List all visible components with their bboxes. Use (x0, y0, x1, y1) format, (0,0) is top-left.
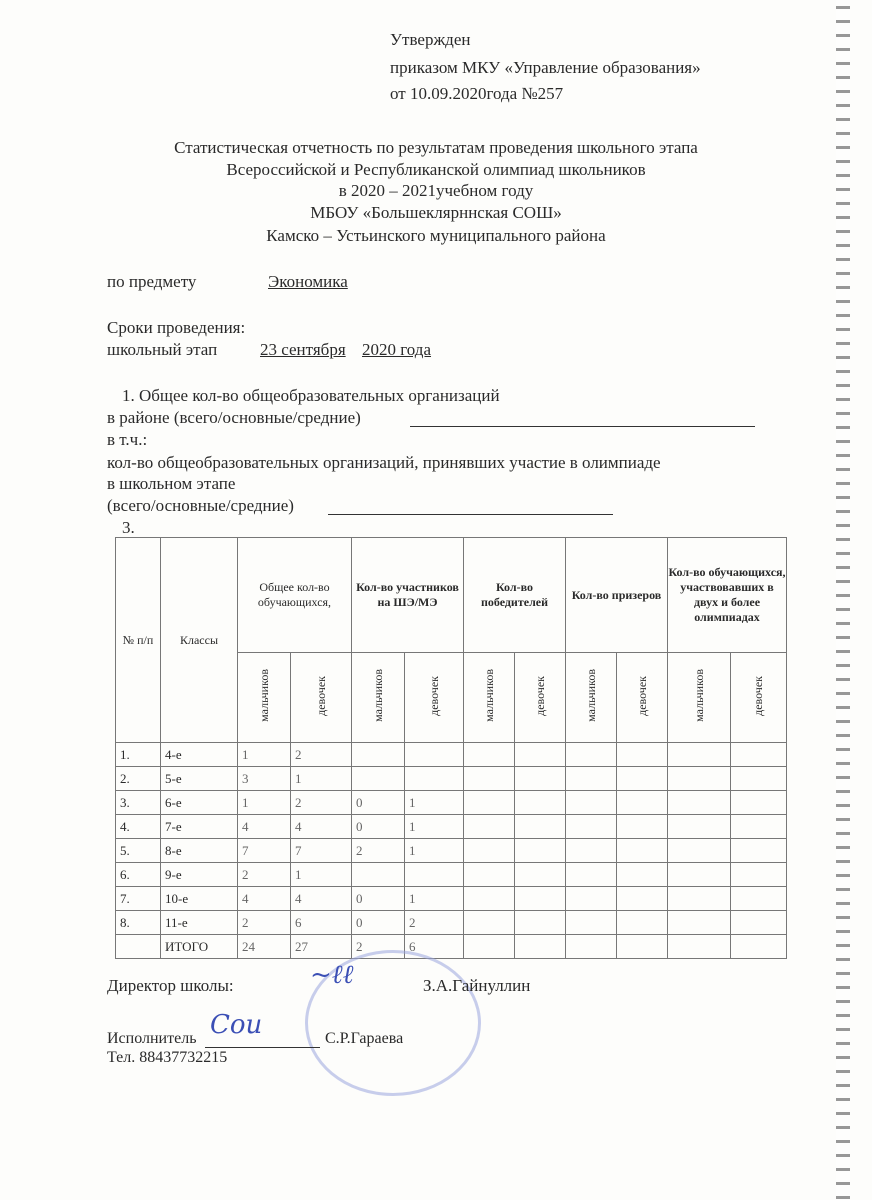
table-cell (617, 935, 668, 959)
subheader-label: девочек (426, 675, 441, 716)
table-cell: 4 (238, 887, 291, 911)
table-cell (566, 767, 617, 791)
executor-name: С.Р.Гараева (325, 1030, 404, 1047)
table-cell (668, 887, 731, 911)
table-cell: 11-е (161, 911, 238, 935)
table-cell (405, 767, 464, 791)
table-cell: 24 (238, 935, 291, 959)
table-cell: 1 (238, 791, 291, 815)
table-cell (464, 839, 515, 863)
item1-line: кол-во общеобразовательных организаций, принявших участие в олимпиаде (107, 453, 661, 472)
item1-text: 1. Общее кол-во общеобразовательных организаций (122, 386, 500, 405)
table-cell (566, 839, 617, 863)
table-cell: 0 (352, 911, 405, 935)
table-cell (515, 863, 566, 887)
subheader-girls (405, 653, 464, 743)
table-cell: 8-е (161, 839, 238, 863)
table-cell: 4 (291, 887, 352, 911)
header-participants: Кол-во участников на ШЭ/МЭ (352, 538, 464, 653)
table-cell: 2. (116, 767, 161, 791)
title-line: Статистическая отчетность по результатам проведения школьного этапа (174, 138, 698, 157)
table-cell: 2 (291, 791, 352, 815)
phone: Тел. 88437732215 (107, 1049, 228, 1066)
title-line: МБОУ «Большеклярннская СОШ» (310, 203, 562, 222)
table-row (116, 887, 787, 911)
table-cell (731, 887, 787, 911)
table-row (116, 935, 787, 959)
table-cell (464, 863, 515, 887)
table-cell (352, 743, 405, 767)
table-cell: 1 (405, 791, 464, 815)
table-cell: 4 (238, 815, 291, 839)
subheader-label: мальчиков (481, 669, 496, 722)
table-cell (617, 887, 668, 911)
table-cell (617, 863, 668, 887)
executor-signature: Сои (210, 1010, 263, 1040)
table-cell: 6-е (161, 791, 238, 815)
table-cell: 1. (116, 743, 161, 767)
subheader-label: девочек (751, 675, 765, 716)
table-cell: 0 (352, 815, 405, 839)
table-cell (668, 791, 731, 815)
title-line: Всероссийской и Республиканской олимпиад школьников (226, 160, 646, 179)
table-row (116, 839, 787, 863)
table-cell: 2 (238, 863, 291, 887)
table-cell: 9-е (161, 863, 238, 887)
table-cell (731, 815, 787, 839)
table-cell (464, 887, 515, 911)
table-cell (566, 791, 617, 815)
table-cell: 2 (238, 911, 291, 935)
subject-label: по предмету (107, 272, 197, 291)
dates-label: Сроки проведения: (107, 318, 246, 337)
table-cell (566, 863, 617, 887)
subheader-boys (668, 653, 731, 743)
table-cell (731, 839, 787, 863)
header-total: Общее кол-во обучающихся, (238, 538, 352, 653)
subheader-label: девочек (634, 675, 649, 716)
scan-edge (836, 0, 850, 1200)
table-cell: 4-е (161, 743, 238, 767)
table-cell (668, 839, 731, 863)
table-cell (515, 815, 566, 839)
director-label: Директор школы: (107, 976, 234, 995)
table-row (116, 791, 787, 815)
table-cell: 2 (405, 911, 464, 935)
table-cell (668, 935, 731, 959)
table-cell (731, 935, 787, 959)
table-cell: 1 (405, 839, 464, 863)
approval-line: от 10.09.2020года №257 (390, 84, 564, 103)
table-cell (731, 767, 787, 791)
table-cell: 6 (405, 935, 464, 959)
table-cell: 4. (116, 815, 161, 839)
header-num: № п/п (116, 538, 161, 743)
table-cell (617, 791, 668, 815)
table-cell (668, 743, 731, 767)
table-cell (668, 815, 731, 839)
table-cell (731, 863, 787, 887)
stage-year: 2020 года (362, 340, 432, 359)
table-cell: 27 (291, 935, 352, 959)
subheader-boys (566, 653, 617, 743)
item1-line: в т.ч.: (107, 430, 148, 449)
table-cell (566, 743, 617, 767)
stage-label: школьный этап (107, 340, 218, 359)
table-cell (566, 911, 617, 935)
header-winners: Кол-во победителей (464, 538, 566, 653)
table-cell: 0 (352, 887, 405, 911)
table-cell (515, 791, 566, 815)
table-cell: 1 (238, 743, 291, 767)
results-table (115, 537, 787, 959)
table-cell (515, 743, 566, 767)
table-cell (515, 887, 566, 911)
table-cell (515, 911, 566, 935)
table-cell (464, 791, 515, 815)
table-cell: 7 (238, 839, 291, 863)
table-cell (464, 911, 515, 935)
subheader-label: мальчиков (691, 669, 706, 722)
table-cell: 5. (116, 839, 161, 863)
table-cell: 7. (116, 887, 161, 911)
table-cell: 3 (238, 767, 291, 791)
director-name: З.А.Гайнуллин (423, 976, 531, 995)
subheader-label: девочек (532, 675, 547, 716)
table-cell: 7 (291, 839, 352, 863)
subheader-boys (464, 653, 515, 743)
table-cell: 5-е (161, 767, 238, 791)
subheader-label: мальчиков (256, 669, 271, 722)
table-cell: 6. (116, 863, 161, 887)
table-cell: 8. (116, 911, 161, 935)
subheader-boys (352, 653, 405, 743)
table-row (116, 767, 787, 791)
table-cell: ИТОГО (161, 935, 238, 959)
table-cell (617, 839, 668, 863)
title-line: в 2020 – 2021учебном году (338, 181, 534, 200)
header-prizers: Кол-во призеров (566, 538, 668, 653)
table-cell (668, 911, 731, 935)
subheader-label: мальчиков (370, 669, 385, 722)
table-cell: 1 (405, 887, 464, 911)
subheader-girls (731, 653, 787, 743)
table-cell (668, 863, 731, 887)
table-cell (464, 767, 515, 791)
table-cell: 6 (291, 911, 352, 935)
table-cell (515, 839, 566, 863)
table-cell: 2 (352, 839, 405, 863)
table-cell: 0 (352, 791, 405, 815)
subheader-girls (515, 653, 566, 743)
subheader-label: мальчиков (583, 669, 598, 722)
item3-number: 3. (122, 518, 135, 537)
table-cell (515, 935, 566, 959)
subject-value: Экономика (268, 272, 348, 291)
table-cell (515, 767, 566, 791)
table-cell (617, 815, 668, 839)
approval-line: приказом МКУ «Управление образования» (390, 58, 701, 77)
item1-line: в районе (всего/основные/средние) (107, 408, 361, 427)
table-row (116, 815, 787, 839)
header-classes: Классы (161, 538, 238, 743)
director-signature: ~ℓℓ (310, 960, 354, 990)
subheader-label: девочек (313, 675, 328, 716)
item1-line: (всего/основные/средние) (107, 496, 294, 515)
item1-line: в школьном этапе (107, 474, 236, 493)
table-cell (566, 815, 617, 839)
table-cell (617, 767, 668, 791)
table-cell (731, 791, 787, 815)
table-cell: 7-е (161, 815, 238, 839)
table-cell: 1 (405, 815, 464, 839)
table-cell (405, 863, 464, 887)
table-cell: 1 (291, 767, 352, 791)
table-cell (464, 935, 515, 959)
table-cell: 10-е (161, 887, 238, 911)
table-cell (617, 911, 668, 935)
table-cell: 2 (352, 935, 405, 959)
stage-date: 23 сентября (260, 340, 346, 359)
title-line: Камско – Устьинского муниципального района (266, 226, 606, 245)
table-cell (464, 743, 515, 767)
table-cell (566, 887, 617, 911)
table-cell: 3. (116, 791, 161, 815)
table-cell (566, 935, 617, 959)
table-cell: 1 (291, 863, 352, 887)
table-row (116, 911, 787, 935)
table-cell (352, 767, 405, 791)
table-cell (731, 911, 787, 935)
subheader-girls (617, 653, 668, 743)
table-cell (464, 815, 515, 839)
subheader-girls (291, 653, 352, 743)
approval-line: Утвержден (390, 30, 471, 49)
executor-label: Исполнитель (107, 1030, 197, 1047)
header-multi: Кол-во обучающихся, участвовавших в двух и более олимпиадах (668, 538, 787, 653)
table-cell (405, 743, 464, 767)
table-row (116, 743, 787, 767)
subheader-boys (238, 653, 291, 743)
table-cell: 2 (291, 743, 352, 767)
table-cell (116, 935, 161, 959)
table-cell: 4 (291, 815, 352, 839)
table-cell (352, 863, 405, 887)
table-row (116, 863, 787, 887)
table-cell (617, 743, 668, 767)
table-cell (731, 743, 787, 767)
table-cell (668, 767, 731, 791)
